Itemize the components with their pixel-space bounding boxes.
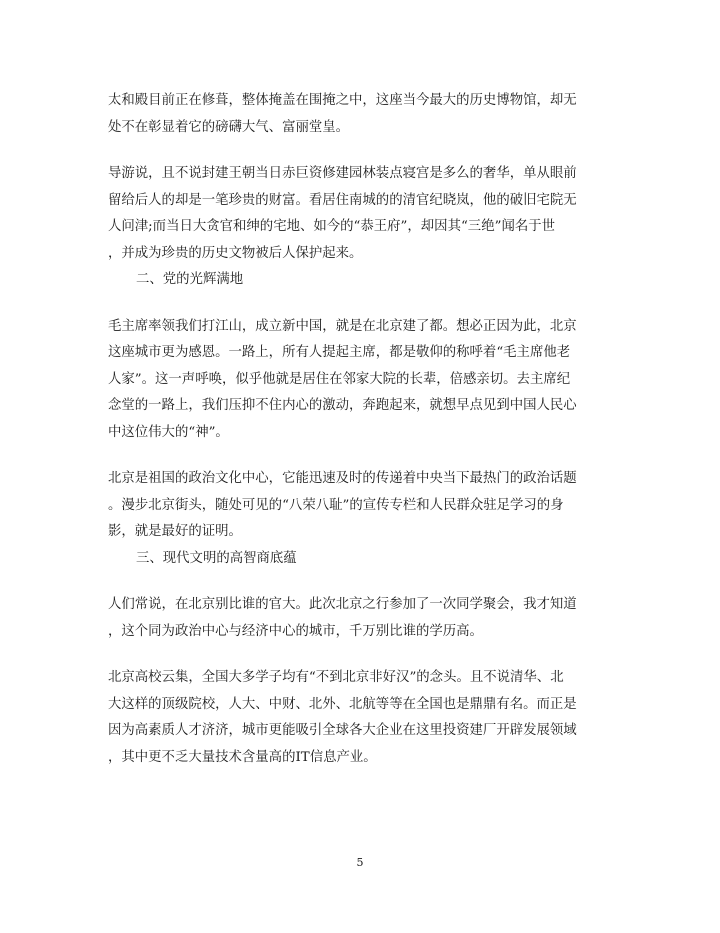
text-line: ，其中更不乏大量技术含量高的IT信息产业。: [108, 749, 377, 765]
text-line: 中这位伟大的“神”。: [108, 424, 229, 440]
text-line: 这座城市更为感恩。一路上，所有人提起主席，都是敬仰的称呼着“毛主席他老: [108, 345, 571, 360]
text-line: 北京是祖国的政治文化中心，它能迅速及时的传递着中央当下最热门的政治话题: [108, 471, 577, 486]
text-line: 大这样的顶级院校，人大、中财、北外、北航等等在全国也是鼎鼎有名。而正是: [108, 696, 577, 712]
paragraph-chairman-mao: [108, 314, 620, 447]
page-number: 5: [356, 856, 364, 869]
paragraph-taihe-palace: [108, 88, 620, 141]
text-line: 影，就是最好的证明。: [108, 524, 242, 539]
text-line: 人问津;而当日大贪官和绅的宅地、如今的“恭王府”，却因其“三绝”闻名于世: [108, 219, 556, 234]
text-line: 处不在彰显着它的磅礴大气、富丽堂皇。: [108, 119, 350, 135]
text-line: ，并成为珍贵的历史文物被后人保护起来。: [108, 245, 363, 261]
paragraph-tour-guide: [108, 161, 620, 267]
text-line: 。漫步北京街头，随处可见的“八荣八耻”的宣传专栏和人民群众驻足学习的身: [108, 497, 564, 513]
document-body: [108, 88, 620, 771]
text-line: 人们常说，在北京别比谁的官大。此次北京之行参加了一次同学聚会，我才知道: [108, 597, 577, 612]
text-line: 留给后人的却是一笔珍贵的财富。看居住南城的的清官纪晓岚，他的破旧宅院无: [108, 192, 577, 208]
paragraph-universities: [108, 665, 620, 771]
section-heading-three: 三、现代文明的高智商底蕴: [136, 550, 297, 566]
section-heading-two: 二、党的光辉满地: [136, 272, 244, 287]
text-line: 念堂的一路上，我们压抑不住内心的激动，奔跑起来，就想早点见到中国人民心: [108, 398, 577, 413]
text-line: 毛主席率领我们打江山，成立新中国，就是在北京建了都。想必正因为此，北京: [108, 318, 577, 334]
text-line: 因为高素质人才济济，城市更能吸引全球各大企业在这里投资建厂开辟发展领域: [108, 723, 577, 738]
text-line: 北京高校云集，全国大多学子均有“不到北京非好汉”的念头。且不说清华、北: [108, 670, 564, 685]
paragraph-classmates-reunion: [108, 592, 620, 645]
paragraph-political-center: [108, 466, 620, 546]
text-line: ，这个同为政治中心与经济中心的城市，千万别比谁的学历高。: [108, 623, 483, 639]
text-line: 导游说，且不说封建王朝当日赤巨资修建园林装点寝宫是多么的奢华，单从眼前: [108, 166, 577, 181]
text-line: 太和殿目前正在修葺，整体掩盖在围掩之中，这座当今最大的历史博物馆，却无: [108, 93, 577, 108]
text-line: 人家”。这一声呼唤，似乎他就是居住在邻家大院的长辈，倍感亲切。去主席纪: [108, 371, 571, 387]
